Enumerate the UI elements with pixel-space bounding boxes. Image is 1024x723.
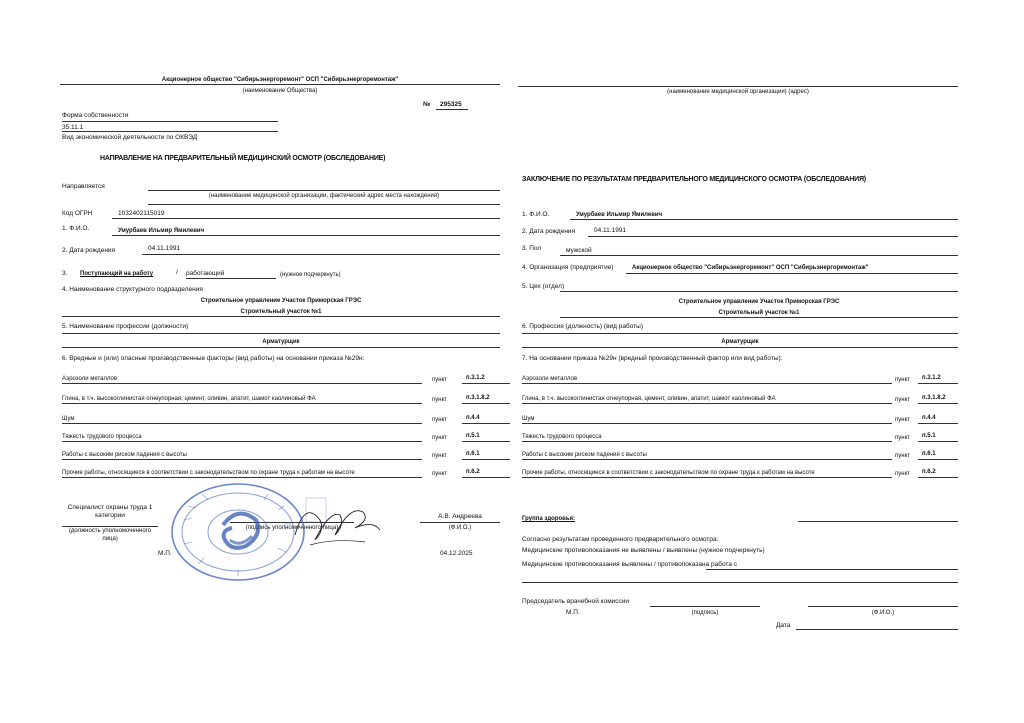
right-factor-underline	[522, 459, 892, 460]
right-title: ЗАКЛЮЧЕНИЕ ПО РЕЗУЛЬТАТАМ ПРЕДВАРИТЕЛЬНОГО МЕДИЦИНСКОГО ОСМОТРА (ОБСЛЕДОВАНИЯ)	[522, 176, 866, 183]
right-factor-name: Тяжесть трудового процесса	[522, 434, 602, 440]
signer-name: А.В. Андреева	[438, 513, 482, 520]
unit-value-2: Строительный участок №1	[240, 309, 322, 315]
left-factor-underline	[62, 477, 422, 478]
left-factor-name: Прочие работы, относящиеся в соответствии с законодательством по охране труда к работам на высоте	[62, 470, 355, 476]
ogrn-value: 1032402115019	[118, 210, 165, 217]
sent-to-caption: (наименование медицинской организации, фактический адрес места нахождения)	[208, 193, 440, 199]
org-caption: (наименование Общества)	[242, 88, 318, 94]
left-factor-code-underline	[462, 477, 510, 478]
mp-left: М.П.	[158, 550, 172, 557]
r-name-caption: (Ф.И.О.)	[871, 610, 895, 616]
okved-code: 35.11.1	[62, 124, 84, 131]
r-dob-label: 2. Дата рождения	[522, 228, 576, 235]
mp-right: М.П.	[566, 609, 580, 616]
conclusion-line-1: Согласно результатам проведенного предварительного осмотра:	[522, 536, 719, 543]
right-factor-code: п.6.2	[922, 469, 936, 475]
right-factor-name: Работы с высоким риском падения с высоты	[522, 452, 647, 458]
unit-value-1: Строительное управление Участок Приморская ГРЭС	[200, 298, 362, 304]
right-factor-underline	[522, 383, 892, 384]
right-factor-code: п.6.1	[922, 451, 936, 457]
right-factor-punkt: пункт	[895, 471, 911, 477]
sign-caption: (подпись уполномоченного лица)	[245, 525, 339, 531]
fio-label: 1. Ф.И.О.	[62, 225, 90, 232]
left-factor-name: Шум	[62, 416, 75, 422]
health-group: Группа здоровья:	[522, 516, 576, 522]
right-factor-punkt: пункт	[895, 397, 911, 403]
right-factor-code-underline	[918, 383, 958, 384]
ownership-label: Форма собственности	[62, 112, 129, 119]
conclusion-line-2: Медицинские противопоказания не выявлены / выявлены (нужное подчеркнуть)	[522, 547, 765, 554]
left-factor-code-underline	[462, 441, 510, 442]
left-factor-underline	[62, 403, 422, 404]
right-factor-code: п.4.4	[922, 415, 936, 421]
r-factors-label: 7. На основании приказа №29н (вредный производственный фактор или вид работы):	[522, 355, 783, 362]
left-factor-code: п.3.1.8.2	[466, 395, 490, 401]
right-factor-punkt: пункт	[895, 435, 911, 441]
right-factor-underline	[522, 403, 892, 404]
med-org-caption: (наименование медицинской организации) (адрес)	[667, 89, 809, 95]
right-factor-name: Прочие работы, относящиеся в соответствии с законодательством по охране труда к работам на высоте	[522, 470, 815, 476]
number-value: 295325	[440, 101, 462, 108]
left-factor-name: Аэрозоли металлов	[62, 376, 118, 382]
left-factor-punkt: пункт	[432, 397, 448, 403]
left-factor-underline	[62, 423, 422, 424]
r-dob-value: 04.11.1991	[594, 227, 627, 234]
sent-to-label: Направляется	[62, 183, 105, 190]
left-factor-name: Работы с высоким риском падения с высоты	[62, 452, 187, 458]
r-org-value: Акционерное общество "Сибирьэнергоремонт" ОСП "Сибирьэнергоремонтаж"	[632, 265, 869, 271]
item3-slash: /	[176, 269, 178, 276]
right-factor-name: Глина, в т.ч. высокоглинистая огнеупорная, цемент, оливин, апатит, шамот каолиновый ФА	[522, 396, 776, 402]
left-title: НАПРАВЛЕНИЕ НА ПРЕДВАРИТЕЛЬНЫЙ МЕДИЦИНСКИЙ ОСМОТР (ОБСЛЕДОВАНИЕ)	[100, 155, 386, 162]
r-sex-value: мужской	[566, 247, 592, 254]
unit-label: 4. Наименование структурного подразделения	[62, 286, 203, 293]
signer-title: Специалист охраны труда 1 категории	[67, 504, 153, 520]
right-factor-name: Аэрозоли металлов	[522, 376, 578, 382]
item3-option1: Поступающий на работу	[80, 271, 154, 277]
profession-value: Арматурщик	[262, 339, 300, 345]
r-org-label: 4. Организация (предприятие)	[522, 264, 614, 271]
r-shop-value-2: Строительный участок №1	[718, 310, 800, 316]
conclusion-line-3: Медицинские противопоказания выявлены / противопоказана работа с	[522, 561, 738, 568]
r-fio-label: 1. Ф.И.О.	[522, 211, 550, 218]
factors-label: 6. Вредные и (или) опасные производственные факторы (вид работы) на основании приказа №29н:	[62, 355, 365, 362]
ogrn-label: Код ОГРН	[62, 210, 93, 217]
left-factor-underline	[62, 441, 422, 442]
left-factor-code-underline	[462, 403, 510, 404]
item3-hint: (нужное подчеркнуть)	[280, 272, 341, 278]
left-factor-code-underline	[462, 459, 510, 460]
signer-name-caption: (Ф.И.О.)	[448, 525, 472, 531]
handwritten-signature-icon	[285, 490, 385, 560]
r-sex-label: 3. Пол	[522, 245, 542, 252]
r-shop-label: 5. Цех (отдел)	[522, 283, 565, 290]
right-factor-code: п.3.1.8.2	[922, 395, 946, 401]
left-factor-code: п.6.1	[466, 451, 480, 457]
okved-label: Вид экономической деятельности по ОКВЭД	[62, 134, 198, 141]
item3-option2: работающий	[186, 270, 225, 277]
chairman-label: Председатель врачебной комиссии	[522, 598, 630, 605]
left-factor-underline	[62, 459, 422, 460]
r-fio-value: Умурбаев Ильмир Ямилевич	[576, 212, 663, 218]
left-factor-punkt: пункт	[432, 471, 448, 477]
right-factor-code-underline	[918, 441, 958, 442]
left-factor-code: п.6.2	[466, 469, 480, 475]
profession-label: 5. Наименование профессии (должности)	[62, 323, 189, 330]
right-factor-name: Шум	[522, 416, 535, 422]
left-factor-punkt: пункт	[432, 417, 448, 423]
signer-caption: (должность уполномоченного лица)	[68, 528, 152, 542]
r-profession-value: Арматурщик	[721, 339, 759, 345]
left-factor-code-underline	[462, 383, 510, 384]
left-factor-code: п.4.4	[466, 415, 480, 421]
item3-num: 3.	[62, 270, 68, 277]
org-name: Акционерное общество "Сибирьэнергоремонт" ОСП "Сибирьэнергоремонтаж"	[161, 77, 399, 83]
left-factor-name: Тяжесть трудового процесса	[62, 434, 142, 440]
r-shop-value-1: Строительное управление Участок Приморская ГРЭС	[678, 299, 840, 305]
r-profession-label: 6. Профессия (должность) (вид работы)	[522, 323, 643, 330]
right-factor-code: п.5.1	[922, 433, 936, 439]
r-sign-caption: (подпись)	[691, 610, 719, 616]
date-left: 04.12.2025	[440, 550, 473, 557]
left-factor-code: п.5.1	[466, 433, 480, 439]
right-factor-punkt: пункт	[895, 417, 911, 423]
right-factor-code: п.3.1.2	[922, 375, 941, 381]
fio-value: Умурбаев Ильмир Ямилевич	[118, 228, 205, 234]
right-factor-code-underline	[918, 477, 958, 478]
left-factor-code-underline	[462, 423, 510, 424]
right-factor-underline	[522, 477, 892, 478]
right-factor-code-underline	[918, 403, 958, 404]
number-label: №	[423, 101, 431, 108]
dob-label: 2. Дата рождения	[62, 247, 116, 254]
left-factor-punkt: пункт	[432, 377, 448, 383]
right-factor-code-underline	[918, 459, 958, 460]
right-factor-punkt: пункт	[895, 453, 911, 459]
date-label: Дата	[776, 622, 791, 629]
right-factor-code-underline	[918, 423, 958, 424]
left-factor-code: п.3.1.2	[466, 375, 485, 381]
right-factor-underline	[522, 441, 892, 442]
left-factor-punkt: пункт	[432, 453, 448, 459]
right-factor-punkt: пункт	[895, 377, 911, 383]
left-factor-name: Глина, в т.ч. высокоглинистая огнеупорная, цемент, оливин, апатит, шамот каолиновый ФА	[62, 396, 316, 402]
right-factor-underline	[522, 423, 892, 424]
dob-value: 04.11.1991	[148, 245, 181, 252]
left-factor-underline	[62, 383, 422, 384]
left-factor-punkt: пункт	[432, 435, 448, 441]
